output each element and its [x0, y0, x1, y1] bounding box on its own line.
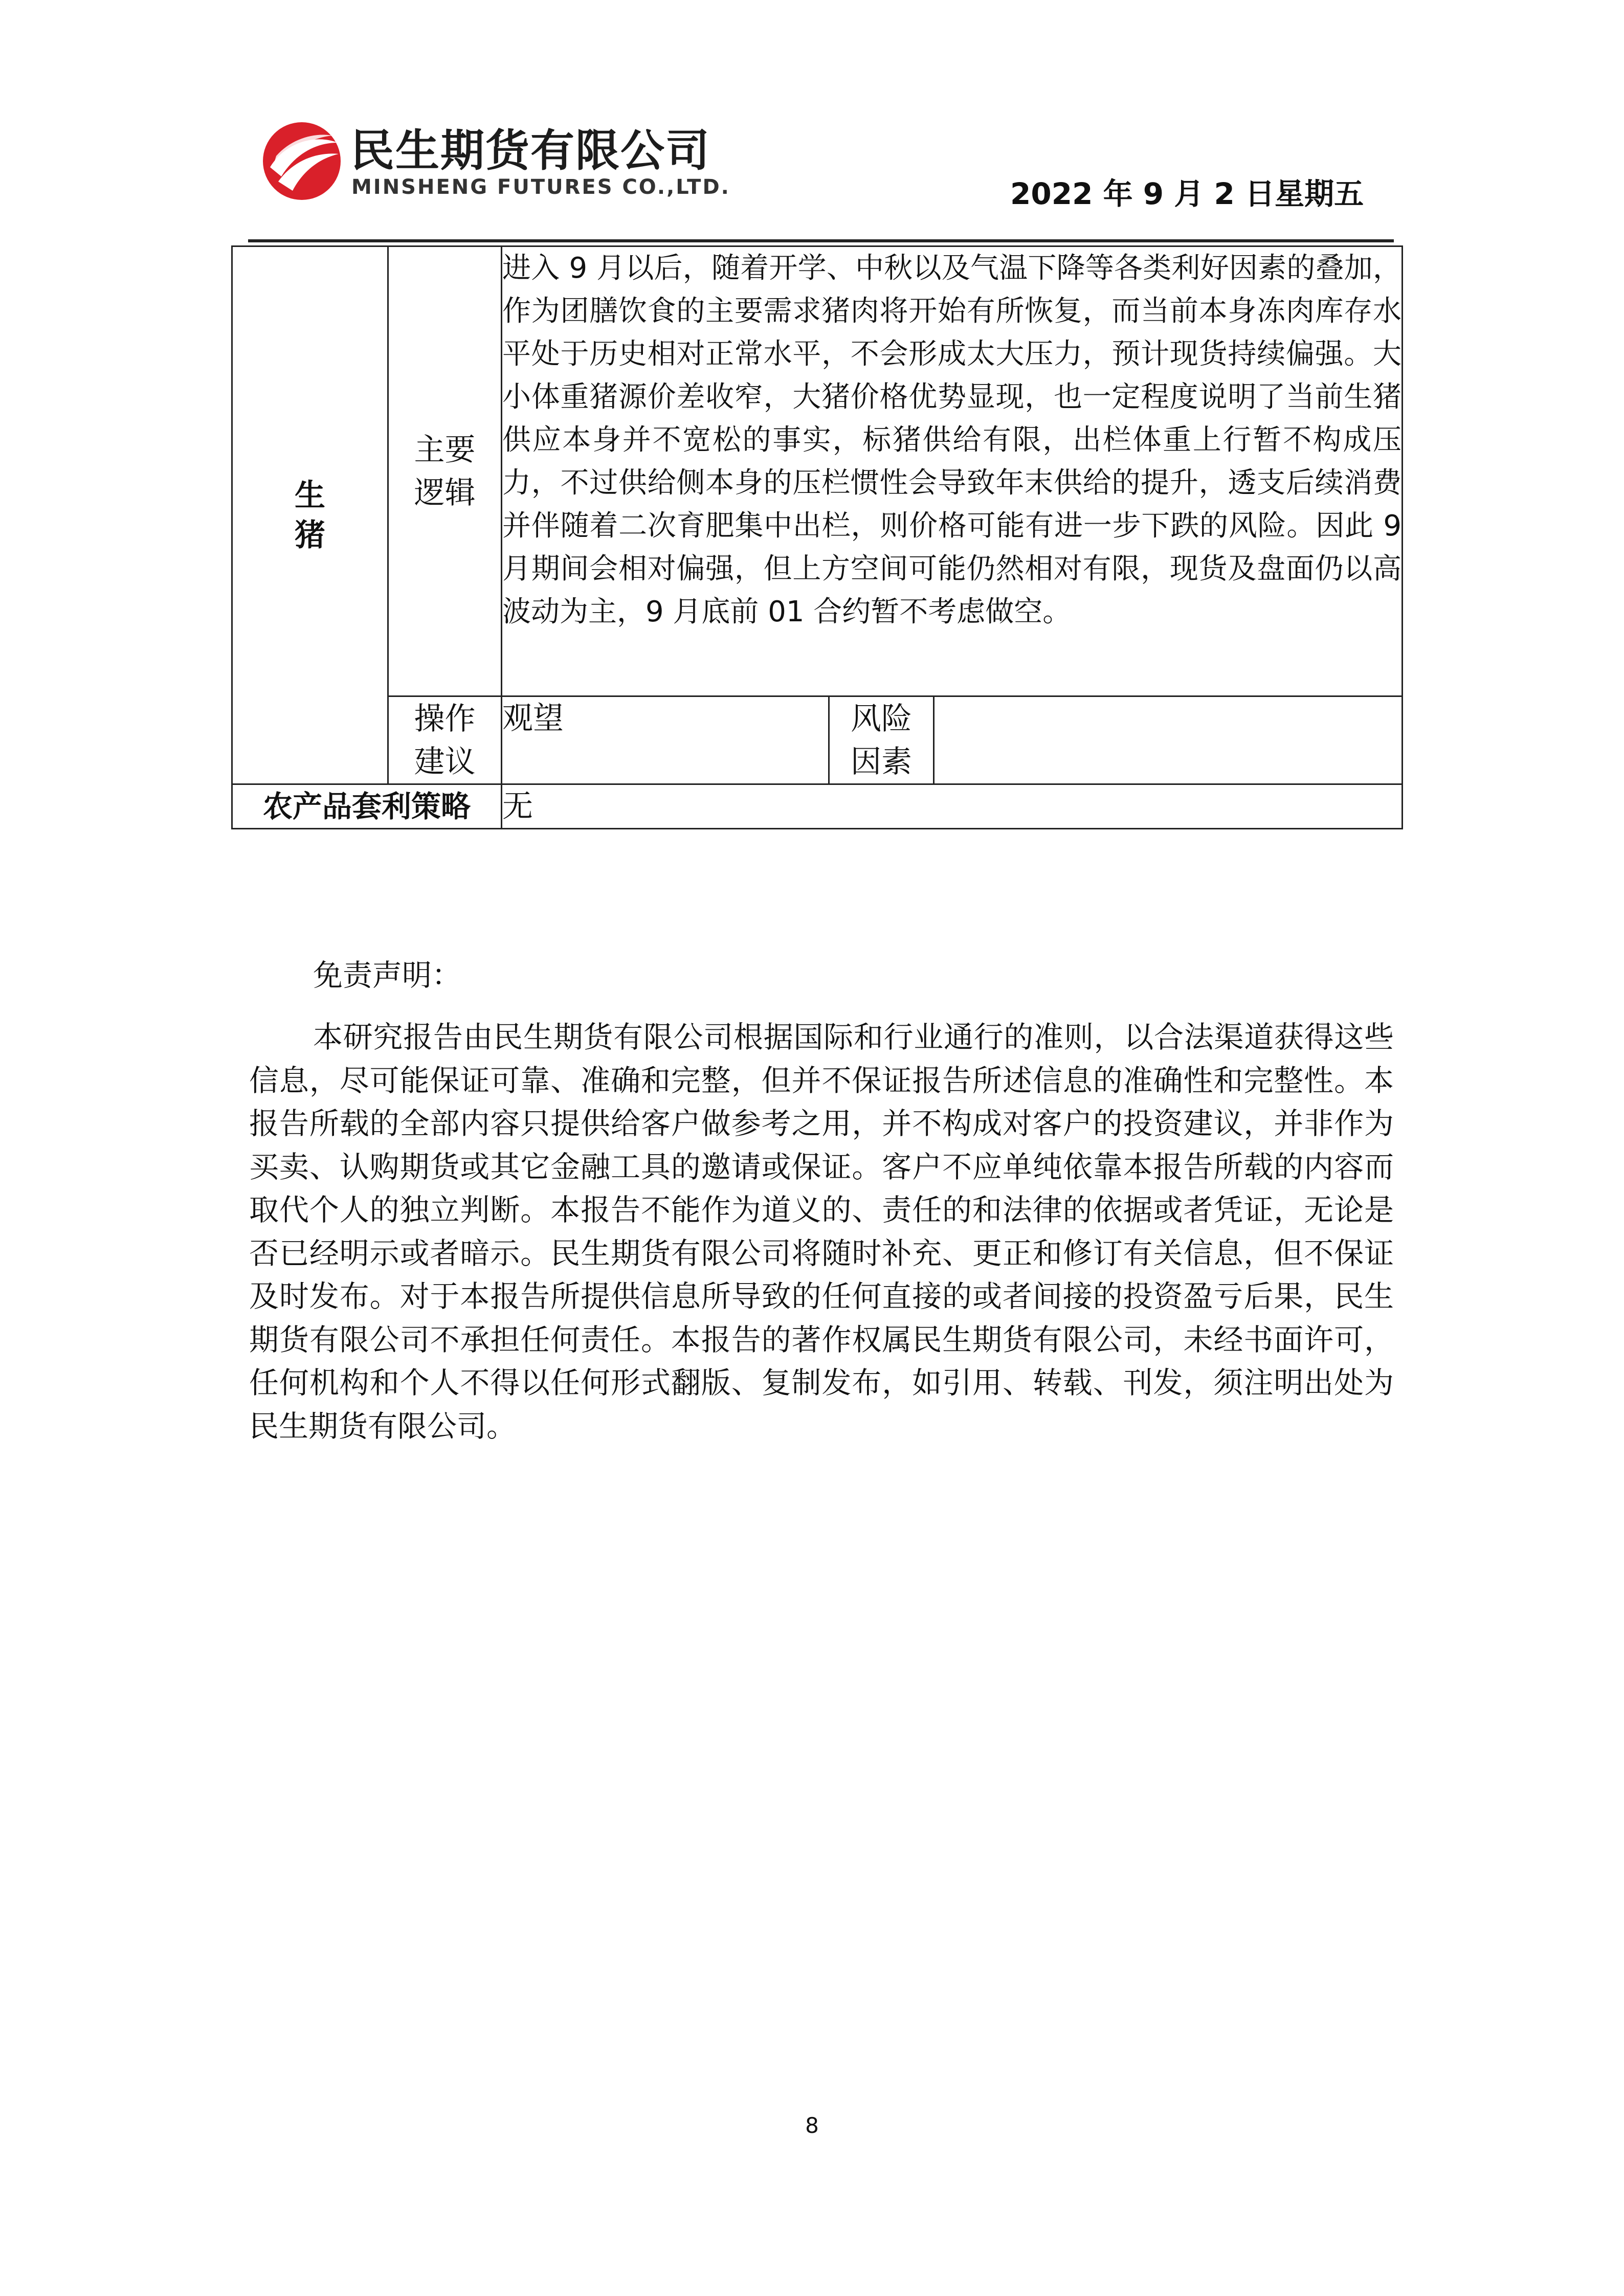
- arbitrage-value-cell: [502, 784, 1403, 829]
- variety-label: 生猪: [295, 477, 325, 553]
- disclaimer-body: 本研究报告由民生期货有限公司根据国际和行业通行的准则，以合法渠道获得这些信息，尽可能保证可靠、准确和完整，但并不保证报告所述信息的准确性和完整性。本报告所载的全部内容只提供给客户做参考之用，并不构成对客户的投资建议，并非作为买卖、认购期货或其它金融工具的邀请或保证。客户不应单纯依靠本报告所载的内容而取代个人的独立判断。本报告不能作为道义的、责任的和法律的依据或者凭证，无论是否已经明示或者暗示。民生期货有限公司将随时补充、更正和修订有关信息，但不保证及时发布。对于本报告所提供信息所导致的任何直接的或者间接的投资盈亏后果，民生期货有限公司不承担任何责任。本报告的著作权属民生期货有限公司，未经书面许可，任何机构和个人不得以任何形式翻版、复制发布，如引用、转载、刊发，须注明出处为民生期货有限公司。: [249, 1020, 1394, 1444]
- report-date: 2022 年 9 月 2 日星期五: [1010, 176, 1364, 211]
- risk-label-cell: [829, 696, 934, 784]
- table-row: [232, 784, 1403, 829]
- operation-value-cell: [502, 696, 829, 784]
- minsheng-logo-icon: [261, 120, 343, 202]
- risk-label: 风险因素: [851, 701, 912, 780]
- operation-value: 观望: [502, 701, 564, 736]
- company-name-en: MINSHENG FUTURES CO.,LTD.: [351, 175, 730, 199]
- operation-label: 操作建议: [414, 701, 476, 780]
- page-number: 8: [805, 2113, 819, 2138]
- logic-label-cell: [388, 246, 502, 696]
- strategy-table: [231, 245, 1403, 829]
- arbitrage-label-cell: [232, 784, 502, 829]
- logic-label: 主要逻辑: [414, 432, 476, 511]
- disclaimer-title: 免责声明：: [313, 958, 462, 993]
- risk-value-cell: [934, 696, 1403, 784]
- operation-label-cell: [388, 696, 502, 784]
- arbitrage-value: 无: [502, 789, 533, 824]
- logic-text: 进入 9 月以后，随着开学、中秋以及气温下降等各类利好因素的叠加，作为团膳饮食的主要需求猪肉将开始有所恢复，而当前本身冻肉库存水平处于历史相对正常水平，不会形成太大压力，预计现货持续偏强。大小体重猪源价差收窄，大猪价格优势显现，也一定程度说明了当前生猪供应本身并不宽松的事实，标猪供给有限，出栏体重上行暂不构成压力，不过供给侧本身的压栏惯性会导致年末供给的提升，透支后续消费并伴随着二次育肥集中出栏，则价格可能有进一步下跌的风险。因此 9 月期间会相对偏强，但上方空间可能仍然相对有限，现货及盘面仍以高波动为主，9 月底前 01 合约暂不考虑做空。: [502, 252, 1402, 628]
- company-name-cn: 民生期货有限公司: [350, 125, 710, 176]
- logic-text-cell: [502, 246, 1403, 696]
- table-row: [232, 696, 1403, 784]
- header-divider: [248, 239, 1394, 242]
- table-row: [232, 246, 1403, 696]
- company-logo: [261, 115, 772, 207]
- variety-cell: [232, 246, 388, 784]
- arbitrage-label: 农产品套利策略: [262, 789, 471, 824]
